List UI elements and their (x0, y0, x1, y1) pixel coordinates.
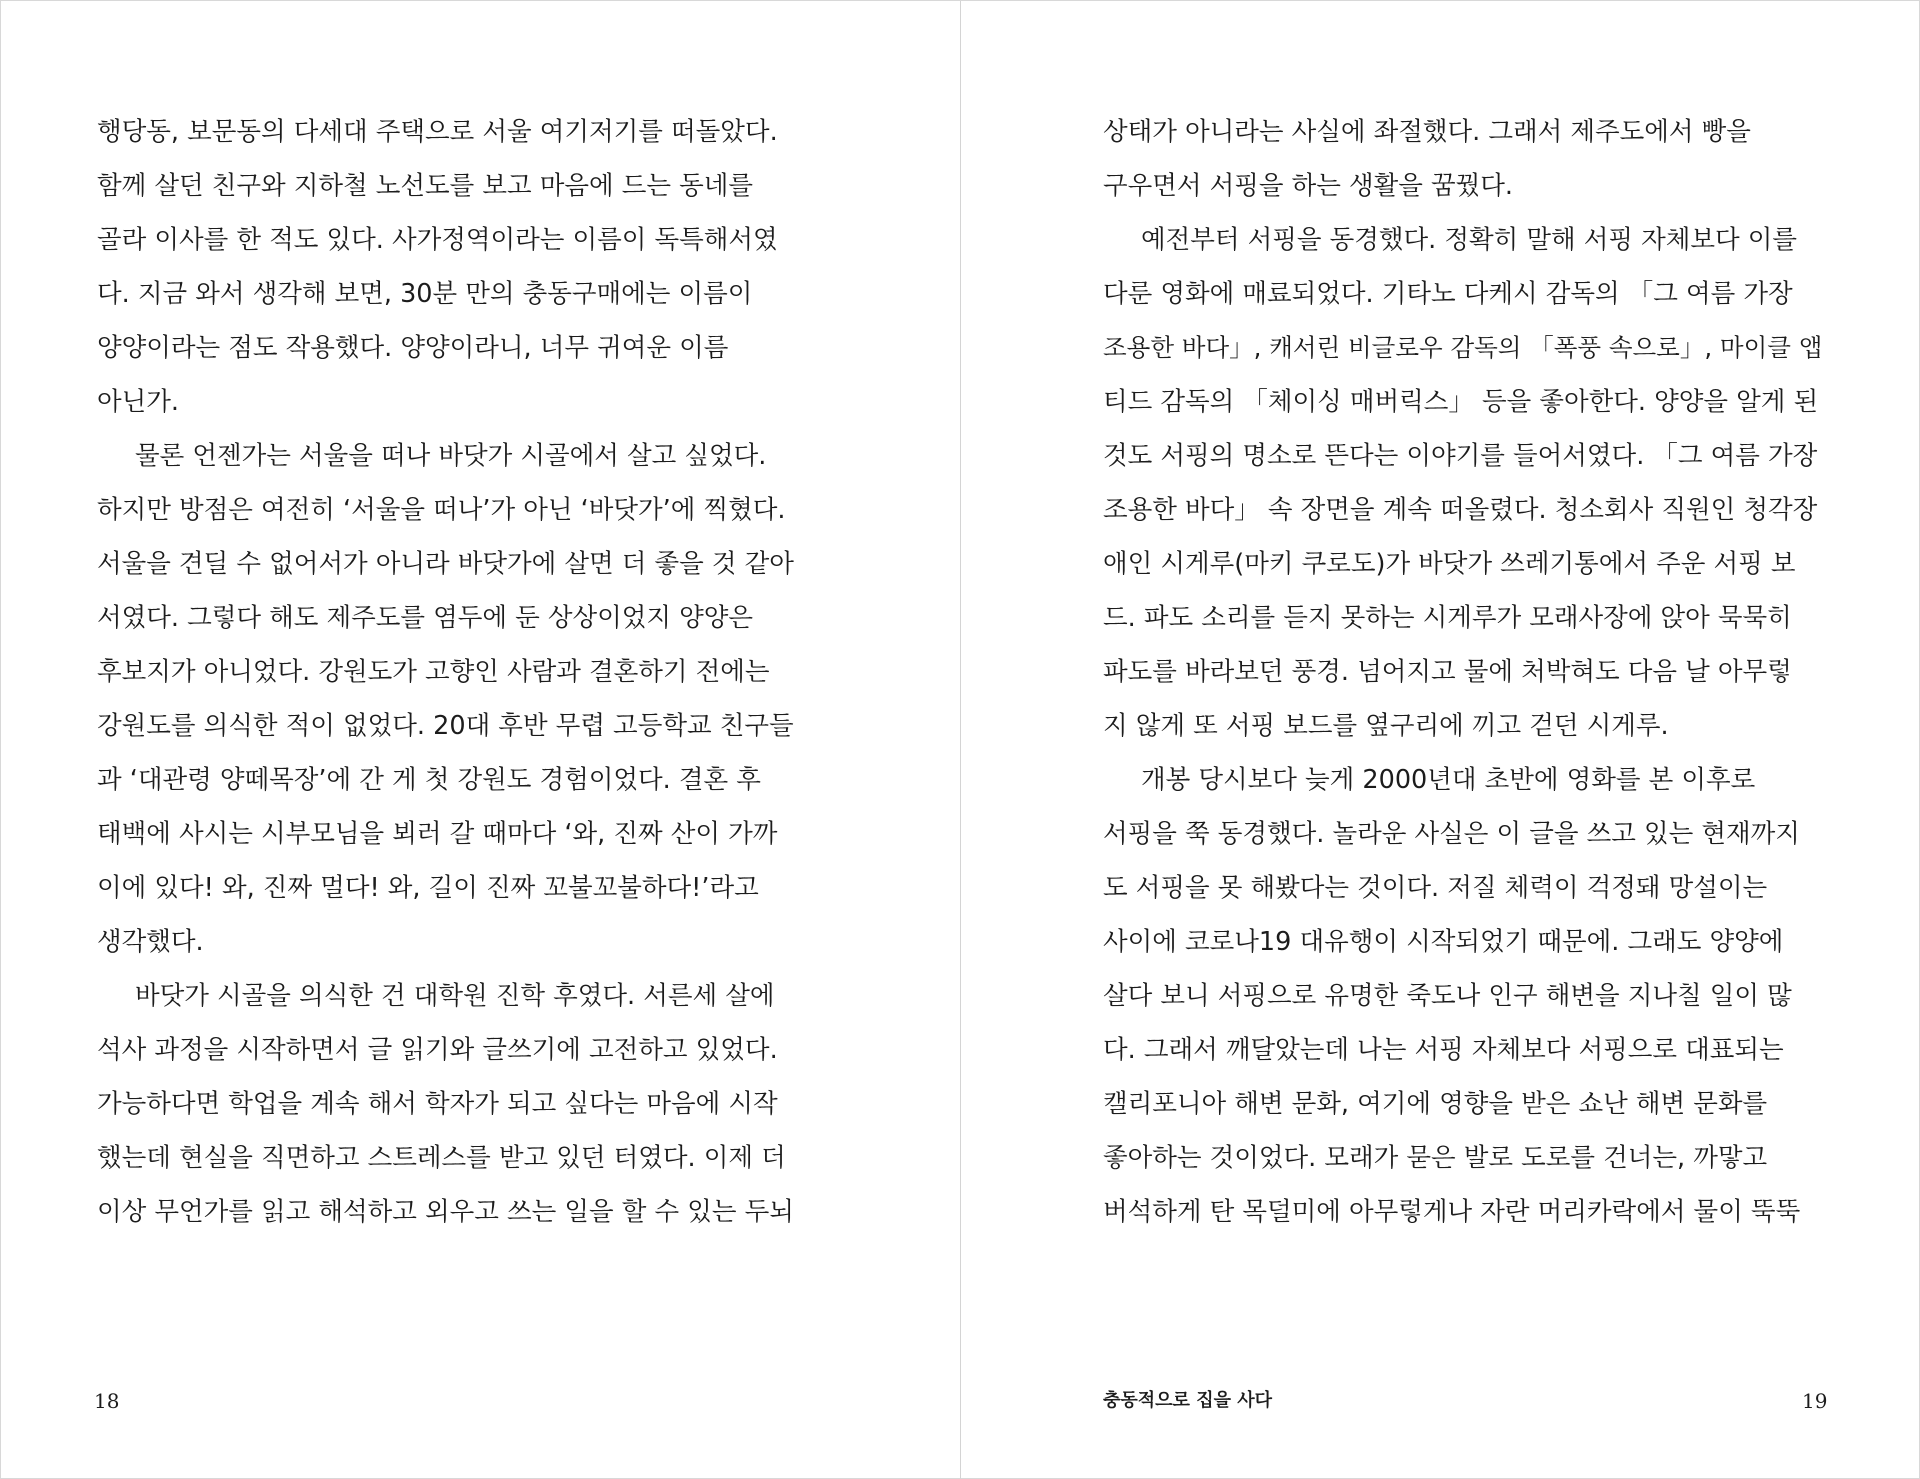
right-body-text (1103, 105, 1823, 1239)
text-line: 지 않게 또 서핑 보드를 옆구리에 끼고 걷던 시게루. (1103, 711, 1669, 741)
right-page-number: 19 (1802, 1389, 1828, 1413)
text-line: 서울을 견딜 수 없어서가 아니라 바닷가에 살면 더 좋을 것 같아 (97, 549, 794, 579)
text-line: 예전부터 서핑을 동경했다. 정확히 말해 서핑 자체보다 이를 (1141, 225, 1798, 255)
text-line: 좋아하는 것이었다. 모래가 묻은 발로 도로를 건너는, 까맣고 (1103, 1143, 1768, 1173)
text-line: 다룬 영화에 매료되었다. 기타노 다케시 감독의 「그 여름 가장 (1103, 279, 1793, 309)
text-line: 골라 이사를 한 적도 있다. 사가정역이라는 이름이 독특해서였 (97, 225, 778, 255)
text-line: 태백에 사시는 시부모님을 뵈러 갈 때마다 ‘와, 진짜 산이 가까 (97, 819, 778, 849)
text-line: 도 서핑을 못 해봤다는 것이다. 저질 체력이 걱정돼 망설이는 (1103, 873, 1768, 903)
text-line: 했는데 현실을 직면하고 스트레스를 받고 있던 터였다. 이제 더 (97, 1143, 786, 1173)
text-line: 구우면서 서핑을 하는 생활을 꿈꿨다. (1103, 171, 1514, 201)
text-line: 다. 지금 와서 생각해 보면, 30분 만의 충동구매에는 이름이 (97, 279, 753, 309)
text-line: 후보지가 아니었다. 강원도가 고향인 사람과 결혼하기 전에는 (97, 657, 770, 687)
text-line: 것도 서핑의 명소로 뜬다는 이야기를 들어서였다. 「그 여름 가장 (1103, 441, 1818, 471)
text-line: 가능하다면 학업을 계속 해서 학자가 되고 싶다는 마음에 시작 (97, 1089, 778, 1119)
text-line: 조용한 바다」, 캐서린 비글로우 감독의 「폭풍 속으로」, 마이클 앱 (1103, 333, 1823, 362)
right-page (961, 1, 1920, 1479)
text-line: 물론 언젠가는 서울을 떠나 바닷가 시골에서 살고 싶었다. (135, 441, 767, 471)
text-line: 이에 있다! 와, 진짜 멀다! 와, 길이 진짜 꼬불꼬불하다!’라고 (97, 873, 759, 903)
text-line: 조용한 바다」 속 장면을 계속 떠올렸다. 청소회사 직원인 청각장 (1103, 495, 1818, 525)
left-page-number: 18 (94, 1389, 120, 1413)
text-line: 버석하게 탄 목덜미에 아무렇게나 자란 머리카락에서 물이 뚝뚝 (1103, 1197, 1801, 1227)
text-line: 행당동, 보문동의 다세대 주택으로 서울 여기저기를 떠돌았다. (97, 117, 778, 147)
text-line: 서핑을 쭉 동경했다. 놀라운 사실은 이 글을 쓰고 있는 현재까지 (1103, 819, 1800, 849)
text-line: 드. 파도 소리를 듣지 못하는 시게루가 모래사장에 앉아 묵묵히 (1103, 603, 1792, 633)
text-line: 개봉 당시보다 늦게 2000년대 초반에 영화를 본 이후로 (1141, 765, 1756, 795)
left-body-text (97, 105, 817, 1239)
text-line: 하지만 방점은 여전히 ‘서울을 떠나’가 아닌 ‘바닷가’에 찍혔다. (97, 495, 786, 525)
text-line: 바닷가 시골을 의식한 건 대학원 진학 후였다. 서른세 살에 (135, 981, 775, 1011)
text-line: 캘리포니아 해변 문화, 여기에 영향을 받은 쇼난 해변 문화를 (1103, 1089, 1768, 1119)
text-line: 석사 과정을 시작하면서 글 읽기와 글쓰기에 고전하고 있었다. (97, 1035, 778, 1065)
text-line: 서였다. 그렇다 해도 제주도를 염두에 둔 상상이었지 양양은 (97, 603, 754, 633)
text-line: 사이에 코로나19 대유행이 시작되었기 때문에. 그래도 양양에 (1103, 927, 1784, 957)
text-line: 아닌가. (97, 387, 180, 417)
text-line: 상태가 아니라는 사실에 좌절했다. 그래서 제주도에서 빵을 (1103, 117, 1751, 147)
text-line: 강원도를 의식한 적이 없었다. 20대 후반 무렵 고등학교 친구들 (97, 711, 794, 741)
text-line: 애인 시게루(마키 쿠로도)가 바닷가 쓰레기통에서 주운 서핑 보 (1103, 549, 1796, 579)
text-line: 다. 그래서 깨달았는데 나는 서핑 자체보다 서핑으로 대표되는 (1103, 1035, 1784, 1065)
text-line: 양양이라는 점도 작용했다. 양양이라니, 너무 귀여운 이름 (97, 333, 729, 363)
text-line: 과 ‘대관령 양떼목장’에 간 게 첫 강원도 경험이었다. 결혼 후 (97, 765, 761, 795)
text-line: 파도를 바라보던 풍경. 넘어지고 물에 처박혀도 다음 날 아무렇 (1103, 657, 1792, 687)
text-line: 티드 감독의 「체이싱 매버릭스」 등을 좋아한다. 양양을 알게 된 (1103, 387, 1819, 417)
text-line: 생각했다. (97, 927, 204, 957)
text-line: 이상 무언가를 읽고 해석하고 외우고 쓰는 일을 할 수 있는 두뇌 (97, 1197, 794, 1227)
left-page (1, 1, 960, 1479)
text-line: 함께 살던 친구와 지하철 노선도를 보고 마음에 드는 동네를 (97, 171, 754, 201)
running-head: 충동적으로 집을 사다 (1103, 1390, 1273, 1411)
text-line: 살다 보니 서핑으로 유명한 죽도나 인구 해변을 지나칠 일이 많 (1103, 981, 1792, 1011)
